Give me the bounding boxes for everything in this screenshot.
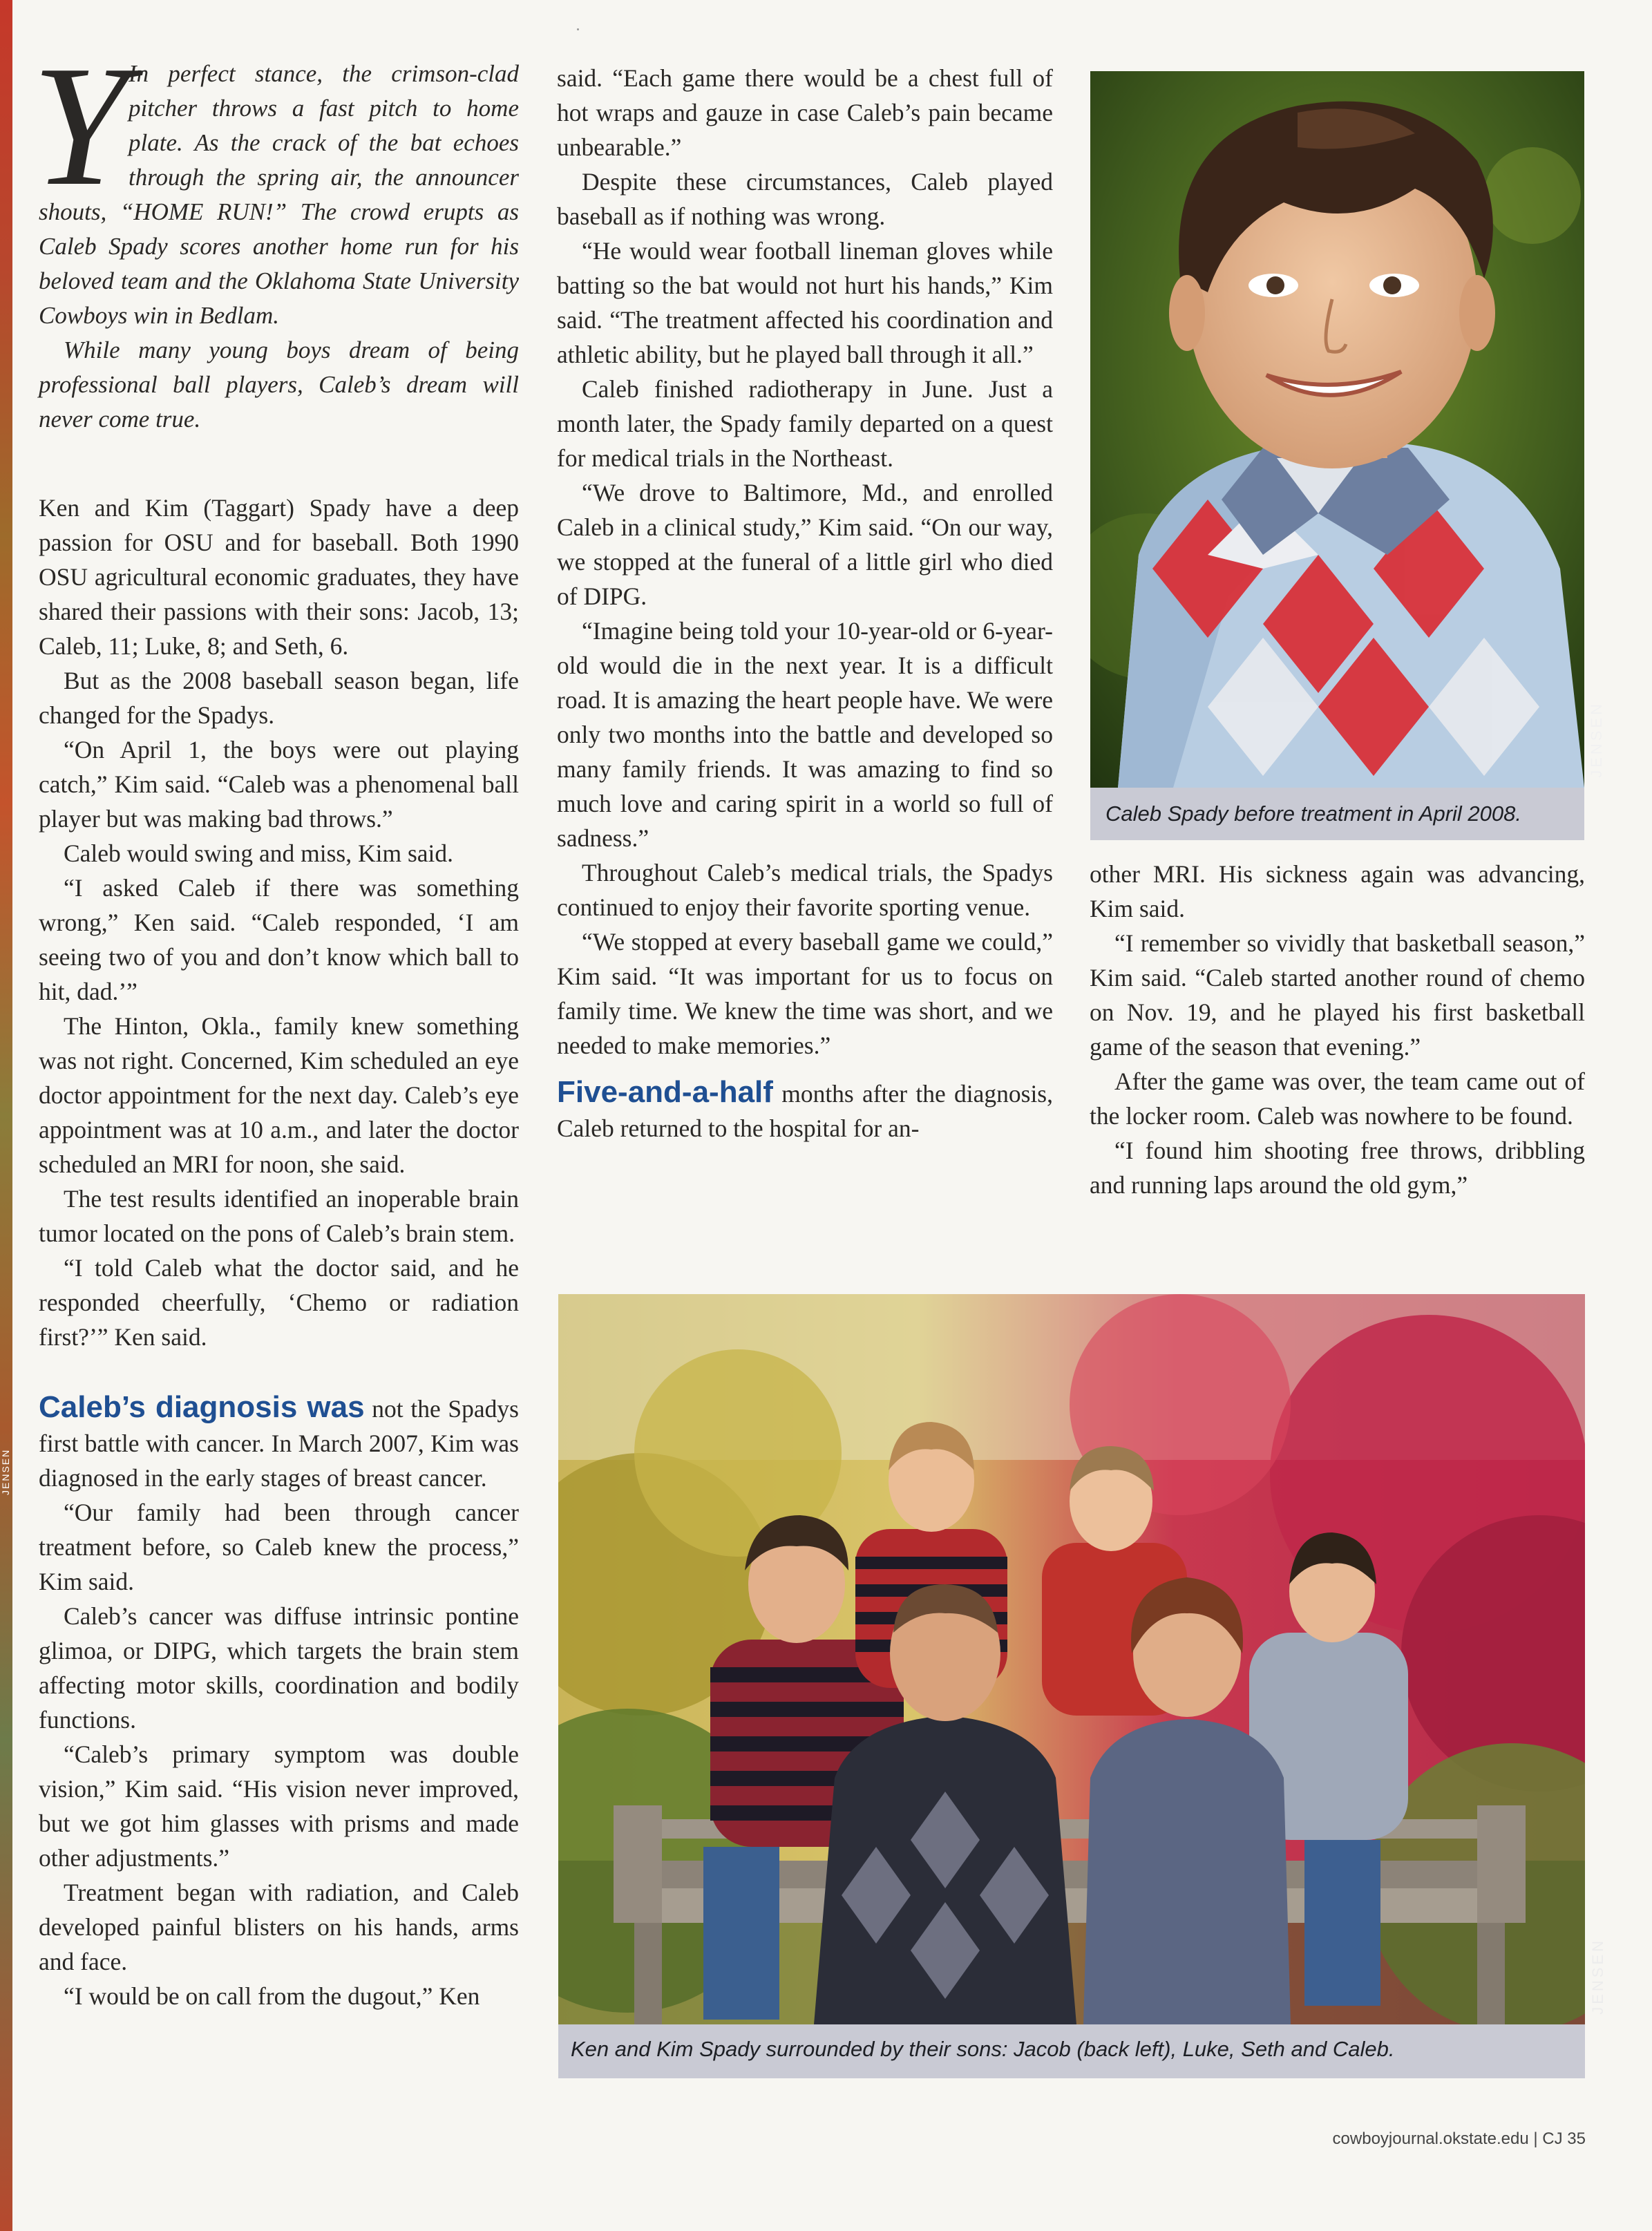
- section-lead-text: not the Spadys first battle with cancer. In March 2007, Kim was diagnosed in the early stages of breast cancer.: [39, 1395, 519, 1492]
- family-photo: [558, 1294, 1585, 2024]
- section-lead-paragraph: [39, 1390, 519, 1495]
- intro-paragraph-1: In perfect stance, the crimson-clad pitcher throws a fast pitch to home plate. As the crack of the bat echoes through the spring air, the announcer shouts, “HOME RUN!” The crowd erupts as Caleb Spady scores another home run for his beloved team and the Oklahoma State University Cowboys win in Bedlam.: [39, 60, 519, 329]
- column-2: [557, 61, 1053, 1146]
- portrait-photo: [1090, 71, 1584, 788]
- body-paragraph: other MRI. His sickness again was advancing, Kim said.: [1090, 860, 1585, 922]
- section-lead-heading: Five-and-a-half: [557, 1075, 773, 1109]
- body-paragraph: Despite these circumstances, Caleb played baseball as if nothing was wrong.: [557, 168, 1053, 230]
- body-paragraph: “Caleb’s primary symptom was double vision,” Kim said. “His vision never improved, but we got him glasses with prisms and made other adjustments.”: [39, 1740, 519, 1872]
- body-paragraph: Throughout Caleb’s medical trials, the Spadys continued to enjoy their favorite sporting venue.: [557, 859, 1053, 921]
- body-paragraph: “He would wear football lineman gloves while batting so the bat would not hurt his hands,” Kim said. “The treatment affected his coordination and athletic ability, but he played ball through it all.”: [557, 237, 1053, 368]
- section-lead-text: months after the diagnosis, Caleb returned to the hospital for an-: [557, 1080, 1053, 1142]
- body-paragraph: “Our family had been through cancer treatment before, so Caleb knew the process,” Kim said.: [39, 1499, 519, 1595]
- body-paragraph: “I told Caleb what the doctor said, and he responded cheerfully, ‘Chemo or radiation first?’” Ken said.: [39, 1254, 519, 1351]
- article-intro: [32, 30, 519, 437]
- edge-photo-strip: [0, 0, 12, 2231]
- body-paragraph: “I remember so vividly that basketball season,” Kim said. “Caleb started another round of chemo on Nov. 19, and he played his first basketball game of the season that evening.”: [1090, 929, 1585, 1061]
- section-lead-heading: Caleb’s diagnosis was: [39, 1390, 365, 1424]
- page-footer: cowboyjournal.okstate.edu | CJ 35: [1332, 2129, 1586, 2148]
- body-paragraph: “I found him shooting free throws, dribbling and running laps around the old gym,”: [1090, 1137, 1585, 1199]
- body-paragraph: “We stopped at every baseball game we could,” Kim said. “It was important for us to focus on family time. We knew the time was short, and we needed to make memories.”: [557, 928, 1053, 1059]
- section-lead-paragraph: [557, 1075, 1053, 1146]
- page-speck: [577, 28, 579, 30]
- body-paragraph: The Hinton, Okla., family knew something was not right. Concerned, Kim scheduled an eye doctor appointment for the next day. Caleb’s eye appointment was at 10 a.m., and later the doctor scheduled an MRI for noon, she said.: [39, 1012, 519, 1178]
- body-paragraph: The test results identified an inoperable brain tumor located on the pons of Caleb’s brain stem.: [39, 1185, 519, 1247]
- body-paragraph: After the game was over, the team came out of the locker room. Caleb was nowhere to be found.: [1090, 1067, 1585, 1130]
- family-caption: Ken and Kim Spady surrounded by their sons: Jacob (back left), Luke, Seth and Caleb.: [558, 2024, 1585, 2078]
- drop-cap: Y: [32, 30, 129, 222]
- body-paragraph: “Imagine being told your 10-year-old or 6-year-old would die in the next year. It is a difficult road. It is amazing the heart people have. We were only two months into the battle and developed so many family friends. It was amazing to find so much love and caring spirit in a world so full of sadness.”: [557, 617, 1053, 852]
- portrait-photo-credit: JENSEN: [1588, 701, 1605, 778]
- body-paragraph: “On April 1, the boys were out playing catch,” Kim said. “Caleb was a phenomenal ball player but was making bad throws.”: [39, 736, 519, 833]
- body-paragraph: Caleb’s cancer was diffuse intrinsic pontine glimoa, or DIPG, which targets the brain stem affecting motor skills, coordination and bodily functions.: [39, 1602, 519, 1734]
- body-paragraph: “I asked Caleb if there was something wrong,” Ken said. “Caleb responded, ‘I am seeing two of you and don’t know which ball to hit, dad.’”: [39, 874, 519, 1005]
- edge-photo-credit: JENSEN: [0, 1448, 11, 1495]
- body-paragraph: “I would be on call from the dugout,” Ken: [64, 1982, 480, 2010]
- column-3: [1090, 857, 1585, 1202]
- body-paragraph: “We drove to Baltimore, Md., and enrolled Caleb in a clinical study,” Kim said. “On our way, we stopped at the funeral of a little girl who died of DIPG.: [557, 479, 1053, 610]
- body-paragraph: But as the 2008 baseball season began, life changed for the Spadys.: [39, 667, 519, 729]
- intro-paragraph-2: While many young boys dream of being professional ball players, Caleb’s dream will never come true.: [39, 336, 519, 433]
- body-paragraph: said. “Each game there would be a chest full of hot wraps and gauze in case Caleb’s pain became unbearable.”: [557, 64, 1053, 161]
- body-paragraph: Ken and Kim (Taggart) Spady have a deep passion for OSU and for baseball. Both 1990 OSU agricultural economic graduates, they have shared their passions with their sons: Jacob, 13; Caleb, 11; Luke, 8; and Seth, 6.: [39, 494, 519, 660]
- column-1: [32, 30, 519, 2013]
- portrait-caption: Caleb Spady before treatment in April 2008.: [1090, 788, 1584, 840]
- body-paragraph: Caleb finished radiotherapy in June. Just a month later, the Spady family departed on a quest for medical trials in the Northeast.: [557, 375, 1053, 472]
- family-photo-credit: JENSEN: [1589, 1938, 1606, 2015]
- body-paragraph: Treatment began with radiation, and Caleb developed painful blisters on his hands, arms and face.: [39, 1879, 519, 1975]
- body-paragraph: Caleb would swing and miss, Kim said.: [64, 839, 454, 867]
